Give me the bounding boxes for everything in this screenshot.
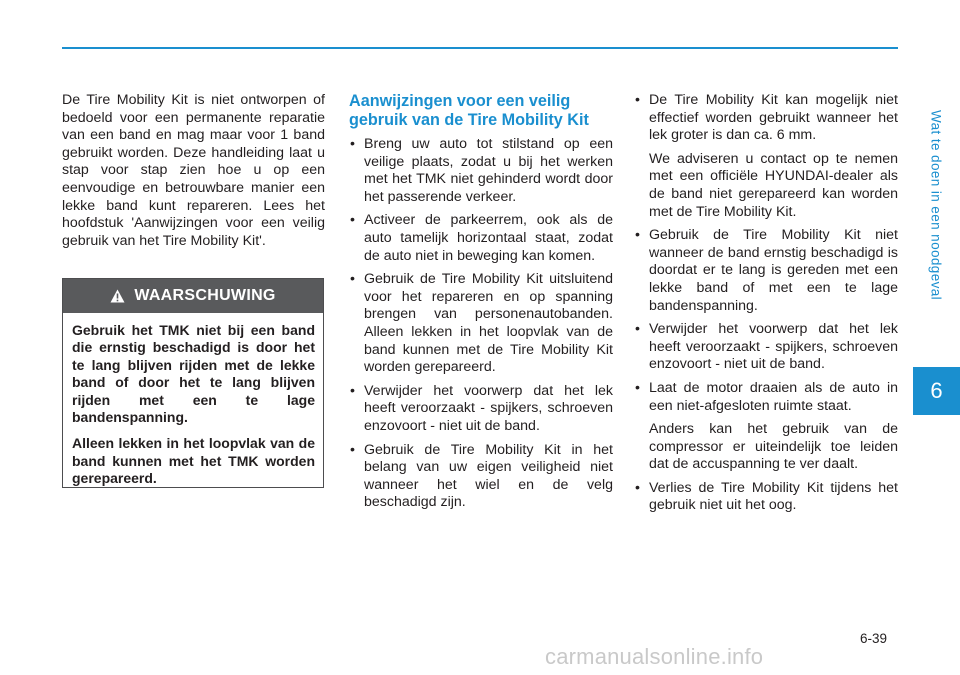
list-item-text: • Verwijder het voorwerp dat het lek heeft veroorzaakt - spijkers, schroeven enzovoort - niet uit de band.: [649, 321, 898, 373]
list-item-text: • Laat de motor draaien als de auto in een niet-afgesloten ruimte staat.: [649, 379, 898, 414]
warning-paragraph: Gebruik het TMK niet bij een band die ernstig beschadigd is door het te lang blijven rijden met de lekke band of door het te lang blijven rijden met een te lage bandenspanning.: [72, 322, 315, 426]
instruction-list: [349, 136, 613, 512]
list-item: [634, 227, 898, 315]
page-number: 6-39: [860, 631, 888, 646]
list-item-note: Anders kan het gebruik van de compressor er uiteindelijk toe leiden dat de accuspanning te ver daalt.: [649, 421, 898, 473]
list-item: • Activeer de parkeerrem, ook als de auto tamelijk horizontaal staat, zodat de auto niet in beweging kan komen.: [349, 212, 613, 265]
section-heading: Aanwijzingen voor een veilig gebruik van de Tire Mobility Kit: [349, 92, 589, 129]
list-item: [634, 480, 898, 515]
warning-body: [63, 313, 323, 488]
list-item: [634, 321, 898, 374]
chapter-tab: 6: [913, 367, 960, 415]
list-item: • Gebruik de Tire Mobility Kit in het belang van uw eigen veiligheid niet wanneer het wiel en de velg beschadigd zijn.: [349, 442, 613, 512]
list-item: • Verwijder het voorwerp dat het lek heeft veroorzaakt - spijkers, schroeven enzovoort - niet uit de band.: [349, 383, 613, 436]
warning-header: [63, 279, 323, 313]
list-item-text: • De Tire Mobility Kit kan mogelijk niet effectief worden gebruikt wanneer het lek groter is dan ca. 6 mm.: [649, 92, 898, 144]
column-right: [634, 92, 898, 521]
column-left: [62, 92, 325, 250]
intro-paragraph: De Tire Mobility Kit is niet ontworpen of bedoeld voor een permanente reparatie van een band en mag maar voor 1 band gebruikt worden. Deze handleiding laat u stap voor stap zien hoe u op een eenvoudige en betrouwbare manier een lekke band kunt repareren. Lees het hoofdstuk 'Aanwijzingen voor een veilig gebruik van het Tire Mobility Kit'.: [62, 92, 325, 249]
watermark: carmanualsonline.info: [545, 644, 764, 669]
list-item-note: We adviseren u contact op te nemen met een officiële HYUNDAI-dealer als de band niet gerepareerd kan worden met de Tire Mobility Kit.: [649, 150, 898, 220]
instruction-list-continued: [634, 92, 898, 515]
warning-triangle-icon: [110, 289, 125, 303]
warning-title: WAARSCHUWING: [134, 287, 276, 304]
list-item: [634, 92, 898, 221]
chapter-side-title: Wat te doen in een noodgeval: [928, 110, 944, 301]
header-rule: [62, 47, 898, 49]
list-item-text: • Gebruik de Tire Mobility Kit niet wanneer de band ernstig beschadigd is doordat er te lang is gereden met een lekke band of met een te lage bandenspanning.: [649, 227, 898, 314]
list-item-text: • Verlies de Tire Mobility Kit tijdens het gebruik niet uit het oog.: [649, 479, 898, 514]
warning-paragraph: Alleen lekken in het loopvlak van de band kunnen met het TMK worden gerepareerd.: [72, 435, 315, 487]
list-item: • Breng uw auto tot stilstand op een veilige plaats, zodat u bij het werken met het TMK niet gehinderd wordt door het passerende verkeer.: [349, 136, 613, 206]
list-item: • Gebruik de Tire Mobility Kit uitsluitend voor het repareren en op spanning brengen van personenautobanden. Alleen lekken in het loopvlak van de band kunnen met de Tire Mobility Kit worden gerepareerd.: [349, 271, 613, 377]
warning-box: [62, 278, 324, 488]
column-middle: [349, 92, 613, 518]
list-item: [634, 380, 898, 474]
